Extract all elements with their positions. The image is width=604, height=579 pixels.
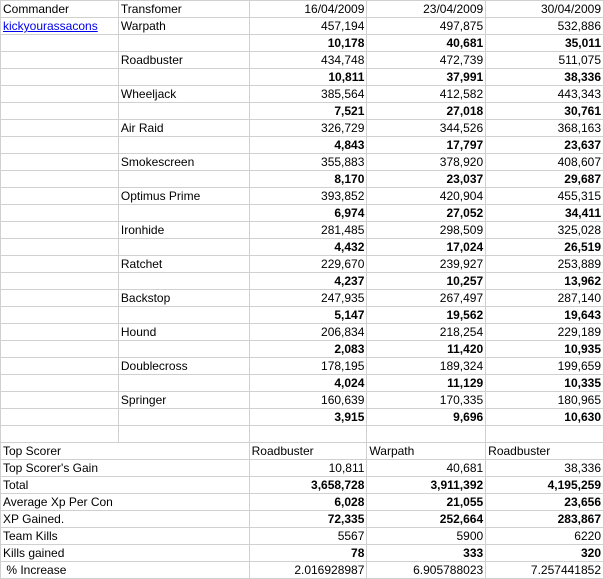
summary-value[interactable]: 10,811 — [249, 460, 367, 477]
transformer-name[interactable]: Air Raid — [118, 120, 249, 137]
transformer-name[interactable]: Optimus Prime — [118, 188, 249, 205]
xp-cell[interactable]: 344,526 — [367, 120, 486, 137]
gain-cell[interactable]: 19,643 — [486, 307, 604, 324]
commander-link[interactable]: kickyourassacons — [1, 18, 119, 35]
gain-row — [1, 171, 604, 188]
xp-row — [1, 154, 604, 171]
xp-cell[interactable]: 326,729 — [249, 120, 367, 137]
empty-cell[interactable] — [1, 290, 119, 307]
empty-cell[interactable] — [1, 171, 119, 188]
summary-row — [1, 562, 604, 579]
summary-value[interactable]: 40,681 — [367, 460, 486, 477]
transformer-name[interactable]: Ironhide — [118, 222, 249, 239]
summary-value[interactable]: 72,335 — [249, 511, 367, 528]
gain-cell[interactable]: 40,681 — [367, 35, 486, 52]
empty-cell[interactable] — [118, 103, 249, 120]
header-transformer[interactable]: Transfomer — [118, 1, 249, 18]
gain-cell[interactable]: 11,420 — [367, 341, 486, 358]
transformer-name[interactable]: Backstop — [118, 290, 249, 307]
summary-label[interactable]: Top Scorer's Gain — [1, 460, 250, 477]
gain-cell[interactable]: 17,024 — [367, 239, 486, 256]
gain-cell[interactable]: 3,915 — [249, 409, 367, 426]
summary-row — [1, 528, 604, 545]
empty-cell[interactable] — [1, 392, 119, 409]
transformer-name[interactable]: Roadbuster — [118, 52, 249, 69]
xp-cell[interactable]: 281,485 — [249, 222, 367, 239]
gain-cell[interactable]: 4,843 — [249, 137, 367, 154]
xp-cell[interactable]: 189,324 — [367, 358, 486, 375]
gain-cell[interactable]: 4,024 — [249, 375, 367, 392]
xp-cell[interactable]: 180,965 — [486, 392, 604, 409]
xp-cell[interactable]: 239,927 — [367, 256, 486, 273]
summary-value[interactable]: 4,195,259 — [486, 477, 604, 494]
xp-cell[interactable]: 412,582 — [367, 86, 486, 103]
table-body — [1, 1, 604, 579]
empty-cell[interactable] — [118, 375, 249, 392]
xp-cell[interactable]: 298,509 — [367, 222, 486, 239]
empty-cell[interactable] — [118, 69, 249, 86]
gain-cell[interactable]: 23,037 — [367, 171, 486, 188]
xp-row — [1, 290, 604, 307]
gain-row — [1, 137, 604, 154]
summary-label[interactable]: Kills gained — [1, 545, 250, 562]
xp-row — [1, 86, 604, 103]
gain-row — [1, 409, 604, 426]
summary-row — [1, 511, 604, 528]
gain-cell[interactable]: 26,519 — [486, 239, 604, 256]
transformer-name[interactable]: Warpath — [118, 18, 249, 35]
summary-value[interactable]: 3,911,392 — [367, 477, 486, 494]
empty-cell[interactable] — [1, 188, 119, 205]
xp-cell[interactable]: 199,659 — [486, 358, 604, 375]
gain-row — [1, 35, 604, 52]
transformer-name[interactable]: Ratchet — [118, 256, 249, 273]
xp-cell[interactable]: 443,343 — [486, 86, 604, 103]
gain-cell[interactable]: 4,237 — [249, 273, 367, 290]
empty-cell[interactable] — [1, 307, 119, 324]
summary-row — [1, 494, 604, 511]
xp-cell[interactable]: 253,889 — [486, 256, 604, 273]
gain-cell[interactable]: 10,335 — [486, 375, 604, 392]
gain-row — [1, 341, 604, 358]
summary-value[interactable]: 38,336 — [486, 460, 604, 477]
summary-label[interactable]: XP Gained. — [1, 511, 250, 528]
gain-cell[interactable]: 9,696 — [367, 409, 486, 426]
gain-row — [1, 273, 604, 290]
empty-cell[interactable] — [118, 273, 249, 290]
xp-cell[interactable]: 218,254 — [367, 324, 486, 341]
xp-cell[interactable]: 229,670 — [249, 256, 367, 273]
summary-label[interactable]: Average Xp Per Con — [1, 494, 250, 511]
xp-cell[interactable]: 355,883 — [249, 154, 367, 171]
xp-cell[interactable]: 178,195 — [249, 358, 367, 375]
xp-cell[interactable]: 455,315 — [486, 188, 604, 205]
gain-cell[interactable]: 2,083 — [249, 341, 367, 358]
summary-row — [1, 545, 604, 562]
xp-cell[interactable]: 206,834 — [249, 324, 367, 341]
empty-cell[interactable] — [1, 205, 119, 222]
empty-cell[interactable] — [1, 120, 119, 137]
summary-value[interactable]: Warpath — [367, 443, 486, 460]
summary-value[interactable]: 6220 — [486, 528, 604, 545]
gain-cell[interactable]: 23,637 — [486, 137, 604, 154]
xp-cell[interactable]: 267,497 — [367, 290, 486, 307]
gain-cell[interactable]: 27,018 — [367, 103, 486, 120]
xp-cell[interactable]: 378,920 — [367, 154, 486, 171]
gain-cell[interactable]: 10,257 — [367, 273, 486, 290]
gain-cell[interactable]: 13,962 — [486, 273, 604, 290]
gain-cell[interactable]: 35,011 — [486, 35, 604, 52]
gain-cell[interactable]: 37,991 — [367, 69, 486, 86]
summary-label[interactable]: % Increase — [1, 562, 250, 579]
gain-cell[interactable]: 10,630 — [486, 409, 604, 426]
xp-cell[interactable]: 368,163 — [486, 120, 604, 137]
empty-cell[interactable] — [1, 409, 119, 426]
gain-row — [1, 239, 604, 256]
xp-row — [1, 188, 604, 205]
empty-cell[interactable] — [118, 409, 249, 426]
empty-cell[interactable] — [1, 375, 119, 392]
summary-value[interactable]: 7.257441852 — [486, 562, 604, 579]
summary-value[interactable]: 5900 — [367, 528, 486, 545]
empty-cell[interactable] — [367, 426, 486, 443]
empty-cell[interactable] — [118, 205, 249, 222]
summary-label[interactable]: Total — [1, 477, 250, 494]
summary-label[interactable]: Team Kills — [1, 528, 250, 545]
gain-cell[interactable]: 6,974 — [249, 205, 367, 222]
transformer-name[interactable]: Smokescreen — [118, 154, 249, 171]
summary-row — [1, 477, 604, 494]
summary-value[interactable]: 252,664 — [367, 511, 486, 528]
xp-cell[interactable]: 287,140 — [486, 290, 604, 307]
empty-cell[interactable] — [1, 103, 119, 120]
summary-value[interactable]: 78 — [249, 545, 367, 562]
empty-cell[interactable] — [118, 239, 249, 256]
gain-cell[interactable]: 17,797 — [367, 137, 486, 154]
transformer-name[interactable]: Wheeljack — [118, 86, 249, 103]
summary-value[interactable]: 23,656 — [486, 494, 604, 511]
gain-row — [1, 103, 604, 120]
summary-row — [1, 443, 604, 460]
xp-row — [1, 392, 604, 409]
transformer-name[interactable]: Doublecross — [118, 358, 249, 375]
header-row — [1, 1, 604, 18]
summary-value[interactable]: Roadbuster — [486, 443, 604, 460]
gain-row — [1, 69, 604, 86]
xp-cell[interactable]: 325,028 — [486, 222, 604, 239]
gain-row — [1, 205, 604, 222]
summary-label[interactable]: Top Scorer — [1, 443, 250, 460]
xp-row — [1, 18, 604, 35]
empty-cell[interactable] — [1, 324, 119, 341]
gain-cell[interactable]: 4,432 — [249, 239, 367, 256]
header-commander[interactable]: Commander — [1, 1, 119, 18]
xp-row — [1, 222, 604, 239]
xp-row — [1, 52, 604, 69]
xp-cell[interactable]: 408,607 — [486, 154, 604, 171]
xp-cell[interactable]: 434,748 — [249, 52, 367, 69]
empty-cell[interactable] — [1, 426, 119, 443]
xp-cell[interactable]: 247,935 — [249, 290, 367, 307]
xp-cell[interactable]: 497,875 — [367, 18, 486, 35]
summary-value[interactable]: 21,055 — [367, 494, 486, 511]
summary-value[interactable]: 320 — [486, 545, 604, 562]
xp-row — [1, 120, 604, 137]
empty-cell[interactable] — [1, 137, 119, 154]
blank-row — [1, 426, 604, 443]
xp-row — [1, 324, 604, 341]
gain-cell[interactable]: 34,411 — [486, 205, 604, 222]
empty-cell[interactable] — [1, 52, 119, 69]
summary-value[interactable]: 6.905788023 — [367, 562, 486, 579]
transformer-name[interactable]: Springer — [118, 392, 249, 409]
summary-value[interactable]: 283,867 — [486, 511, 604, 528]
empty-cell[interactable] — [1, 239, 119, 256]
xp-cell[interactable]: 393,852 — [249, 188, 367, 205]
header-date[interactable]: 16/04/2009 — [249, 1, 367, 18]
empty-cell[interactable] — [118, 171, 249, 188]
empty-cell[interactable] — [1, 256, 119, 273]
xp-cell[interactable]: 457,194 — [249, 18, 367, 35]
xp-cell[interactable]: 160,639 — [249, 392, 367, 409]
empty-cell[interactable] — [118, 426, 249, 443]
summary-value[interactable]: 5567 — [249, 528, 367, 545]
empty-cell[interactable] — [249, 426, 367, 443]
gain-row — [1, 375, 604, 392]
gain-cell[interactable]: 19,562 — [367, 307, 486, 324]
xp-cell[interactable]: 420,904 — [367, 188, 486, 205]
empty-cell[interactable] — [118, 137, 249, 154]
summary-value[interactable]: Roadbuster — [249, 443, 367, 460]
empty-cell[interactable] — [118, 35, 249, 52]
transformer-name[interactable]: Hound — [118, 324, 249, 341]
empty-cell[interactable] — [1, 273, 119, 290]
empty-cell[interactable] — [1, 35, 119, 52]
gain-cell[interactable]: 10,935 — [486, 341, 604, 358]
xp-cell[interactable]: 385,564 — [249, 86, 367, 103]
empty-cell[interactable] — [486, 426, 604, 443]
gain-cell[interactable]: 30,761 — [486, 103, 604, 120]
summary-row — [1, 460, 604, 477]
gain-cell[interactable]: 11,129 — [367, 375, 486, 392]
summary-value[interactable]: 2.016928987 — [249, 562, 367, 579]
summary-value[interactable]: 3,658,728 — [249, 477, 367, 494]
gain-cell[interactable]: 7,521 — [249, 103, 367, 120]
gain-cell[interactable]: 5,147 — [249, 307, 367, 324]
gain-cell[interactable]: 38,336 — [486, 69, 604, 86]
xp-cell[interactable]: 229,189 — [486, 324, 604, 341]
header-date[interactable]: 30/04/2009 — [486, 1, 604, 18]
summary-value[interactable]: 6,028 — [249, 494, 367, 511]
gain-cell[interactable]: 10,811 — [249, 69, 367, 86]
empty-cell[interactable] — [1, 222, 119, 239]
empty-cell[interactable] — [1, 154, 119, 171]
xp-cell[interactable]: 170,335 — [367, 392, 486, 409]
xp-row — [1, 358, 604, 375]
gain-row — [1, 307, 604, 324]
xp-row — [1, 256, 604, 273]
xp-cell[interactable]: 511,075 — [486, 52, 604, 69]
summary-value[interactable]: 333 — [367, 545, 486, 562]
gain-cell[interactable]: 29,687 — [486, 171, 604, 188]
empty-cell[interactable] — [1, 341, 119, 358]
xp-cell[interactable]: 532,886 — [486, 18, 604, 35]
empty-cell[interactable] — [1, 86, 119, 103]
header-date[interactable]: 23/04/2009 — [367, 1, 486, 18]
gain-cell[interactable]: 8,170 — [249, 171, 367, 188]
xp-cell[interactable]: 472,739 — [367, 52, 486, 69]
gain-cell[interactable]: 10,178 — [249, 35, 367, 52]
empty-cell[interactable] — [118, 341, 249, 358]
empty-cell[interactable] — [1, 69, 119, 86]
empty-cell[interactable] — [1, 358, 119, 375]
gain-cell[interactable]: 27,052 — [367, 205, 486, 222]
empty-cell[interactable] — [118, 307, 249, 324]
